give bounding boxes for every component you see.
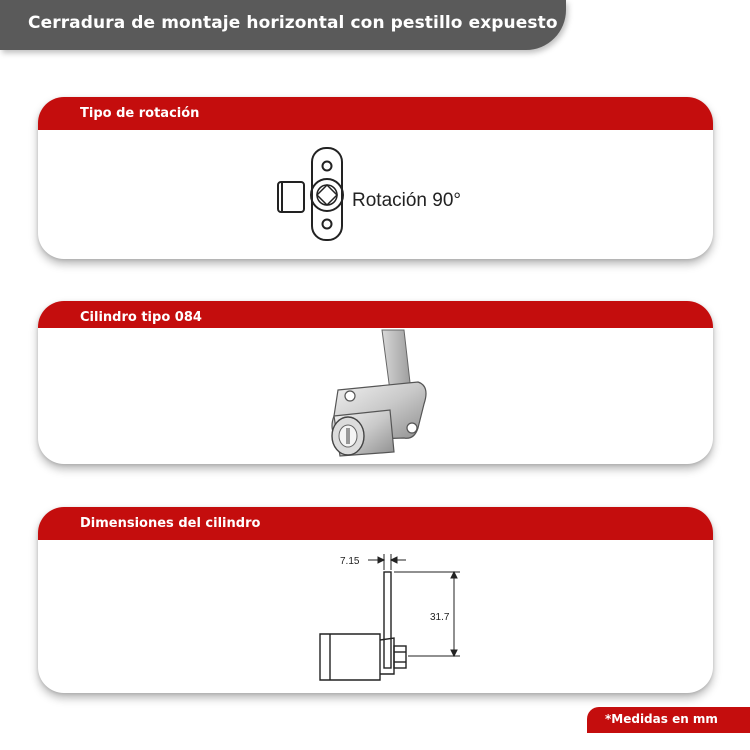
cylinder-outline: [320, 572, 406, 680]
rotation-card: [38, 97, 713, 259]
dimension-height-label: 31.7: [430, 612, 450, 623]
cylinder-card: [38, 301, 713, 464]
rotation-diagram: [270, 146, 490, 246]
page-title: Cerradura de montaje horizontal con pestillo expuesto: [28, 13, 558, 33]
title-banner: [0, 0, 566, 50]
dimensions-card: [38, 507, 713, 693]
dimensions-drawing: [318, 548, 468, 688]
rotation-label: Rotación 90°: [352, 190, 461, 211]
dimension-lines: [368, 554, 460, 656]
cylinder-card-header: [38, 301, 713, 328]
rotation-card-header: [38, 97, 713, 130]
lock-plate-drawing: [278, 148, 343, 240]
cylinder-photo: [320, 328, 450, 460]
units-note-badge: [587, 707, 750, 733]
units-note: *Medidas en mm: [605, 712, 718, 726]
rotation-card-title: Tipo de rotación: [80, 106, 200, 121]
dimension-width-label: 7.15: [340, 556, 360, 567]
cylinder-card-title: Cilindro tipo 084: [80, 310, 202, 325]
dimensions-card-title: Dimensiones del cilindro: [80, 516, 261, 531]
dimensions-card-header: [38, 507, 713, 540]
